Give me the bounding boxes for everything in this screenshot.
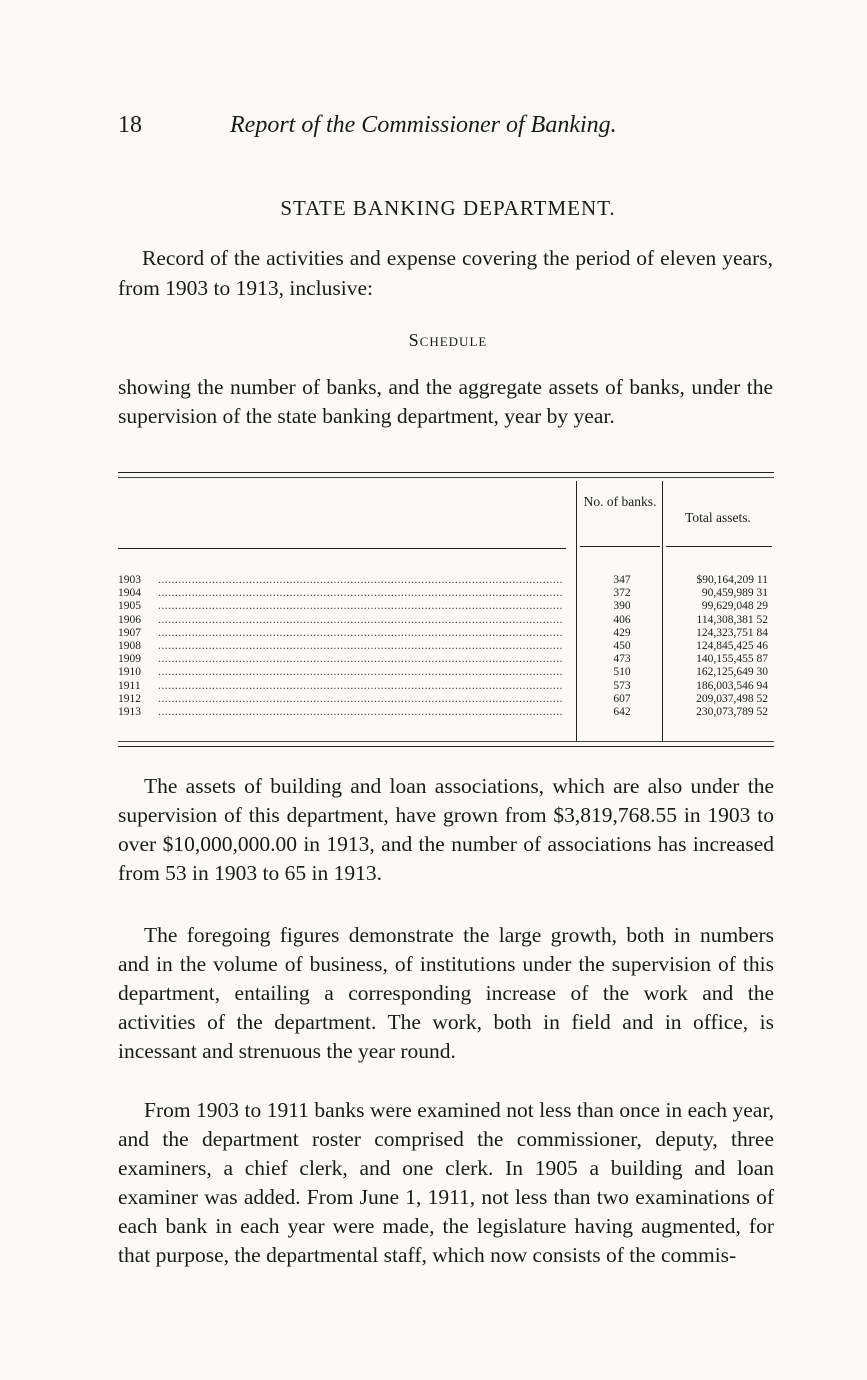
year-cell: 1905	[118, 600, 141, 613]
table-row	[118, 627, 774, 639]
table-row	[118, 600, 774, 612]
year-cell: 1906	[118, 613, 141, 626]
year-cell: 1907	[118, 626, 141, 639]
leader-dots: ........................................................................................................................	[158, 613, 563, 626]
leader-dots: ........................................................................................................................	[158, 640, 563, 652]
banks-cell: 642	[613, 706, 631, 718]
table-row	[118, 587, 774, 599]
assets-cell: 186,003,546 94	[696, 679, 768, 692]
assets-cell: 99,629,048 29	[701, 600, 768, 613]
leader-dots: ........................................................................................................................	[158, 679, 563, 692]
running-title: Report of the Commissioner of Banking.	[230, 112, 617, 138]
banks-cell: 429	[613, 626, 631, 639]
year-cell: 1910	[118, 666, 141, 679]
banks-cell: 510	[613, 666, 631, 679]
leader-dots: ........................................................................................................................	[158, 666, 563, 679]
year-cell: 1912	[118, 692, 141, 705]
banks-cell: 607	[613, 692, 631, 705]
assets-cell: 209,037,498 52	[696, 692, 768, 705]
banks-cell: 406	[613, 613, 631, 626]
banks-cell: 573	[613, 679, 631, 692]
table-row	[118, 640, 774, 652]
table-row	[118, 706, 774, 718]
leader-dots: ........................................................................................................................	[158, 692, 563, 705]
banks-cell: 390	[613, 600, 631, 613]
paragraph-growth: The foregoing figures demonstrate the large growth, both in numbers and in the volume of business, of institutions under the supervision of this department, entailing a corresponding increase of the work and the activities of the department. The work, both in field and in office, is incessant and strenuous the year round.	[118, 923, 774, 1063]
table-bottom-rule	[118, 746, 774, 747]
banks-cell: 347	[613, 574, 631, 586]
paragraph-building-loan: The assets of building and loan associations, which are also under the supervision of this department, have grown from $3,819,768.55 in 1903 to over $10,000,000.00 in 1913, and the number of associations has increased from 53 in 1903 to 65 in 1913.	[118, 774, 774, 885]
assets-cell: 140,155,455 87	[696, 653, 768, 666]
leader-dots: ........................................................................................................................	[158, 626, 563, 639]
assets-cell: $90,164,209 11	[696, 574, 768, 586]
table-top-rule	[118, 472, 774, 473]
leader-dots: ........................................................................................................................	[158, 587, 563, 600]
header-rule	[580, 546, 660, 547]
banks-cell: 372	[613, 587, 631, 600]
assets-cell: 230,073,789 52	[696, 706, 768, 718]
assets-cell: 124,845,425 46	[696, 640, 768, 652]
header-rule	[118, 548, 566, 549]
table-row	[118, 614, 774, 626]
year-cell: 1903	[118, 574, 141, 586]
assets-cell: 114,308,381 52	[696, 613, 768, 626]
year-cell: 1909	[118, 653, 141, 666]
year-cell: 1913	[118, 706, 141, 718]
table-row	[118, 653, 774, 665]
table-row	[118, 574, 774, 586]
header-rule	[666, 546, 772, 547]
col-header-assets: Total assets.	[685, 510, 751, 525]
year-cell: 1908	[118, 640, 141, 652]
leader-dots: ........................................................................................................................	[158, 574, 563, 586]
year-cell: 1911	[118, 679, 141, 692]
schedule-label: Schedule	[408, 330, 488, 350]
schedule-description: showing the number of banks, and the aggregate assets of banks, under the supervision of the state banking department, year by year.	[118, 375, 773, 428]
assets-cell: 162,125,649 30	[696, 666, 768, 679]
table-row	[118, 693, 774, 705]
leader-dots: ........................................................................................................................	[158, 706, 563, 718]
paragraph-examinations: From 1903 to 1911 banks were examined not less than once in each year, and the department roster comprised the commissioner, deputy, three examiners, a chief clerk, and one clerk. In 1905 a building and loan examiner was added. From June 1, 1911, not less than two examinations of each bank in each year were made, the legislature having augmented, for that purpose, the departmental staff, which now consists of the commis-	[118, 1098, 774, 1267]
year-cell: 1904	[118, 587, 141, 600]
page-header	[118, 112, 778, 146]
intro-paragraph: Record of the activities and expense covering the period of eleven years, from 1903 to 1913, inclusive:	[118, 246, 773, 300]
assets-cell: 124,323,751 84	[696, 626, 768, 639]
assets-cell: 90,459,989 31	[701, 587, 768, 600]
table-bottom-rule-inner	[118, 741, 774, 742]
leader-dots: ........................................................................................................................	[158, 600, 563, 613]
leader-dots: ........................................................................................................................	[158, 653, 563, 666]
col-header-banks: No. of banks.	[583, 494, 657, 509]
banks-cell: 450	[613, 640, 631, 652]
banks-table	[118, 470, 774, 750]
banks-cell: 473	[613, 653, 631, 666]
page-number: 18	[118, 112, 142, 138]
table-top-rule-inner	[118, 477, 774, 478]
table-row	[118, 666, 774, 678]
table-row	[118, 680, 774, 692]
section-title: STATE BANKING DEPARTMENT.	[280, 196, 616, 220]
